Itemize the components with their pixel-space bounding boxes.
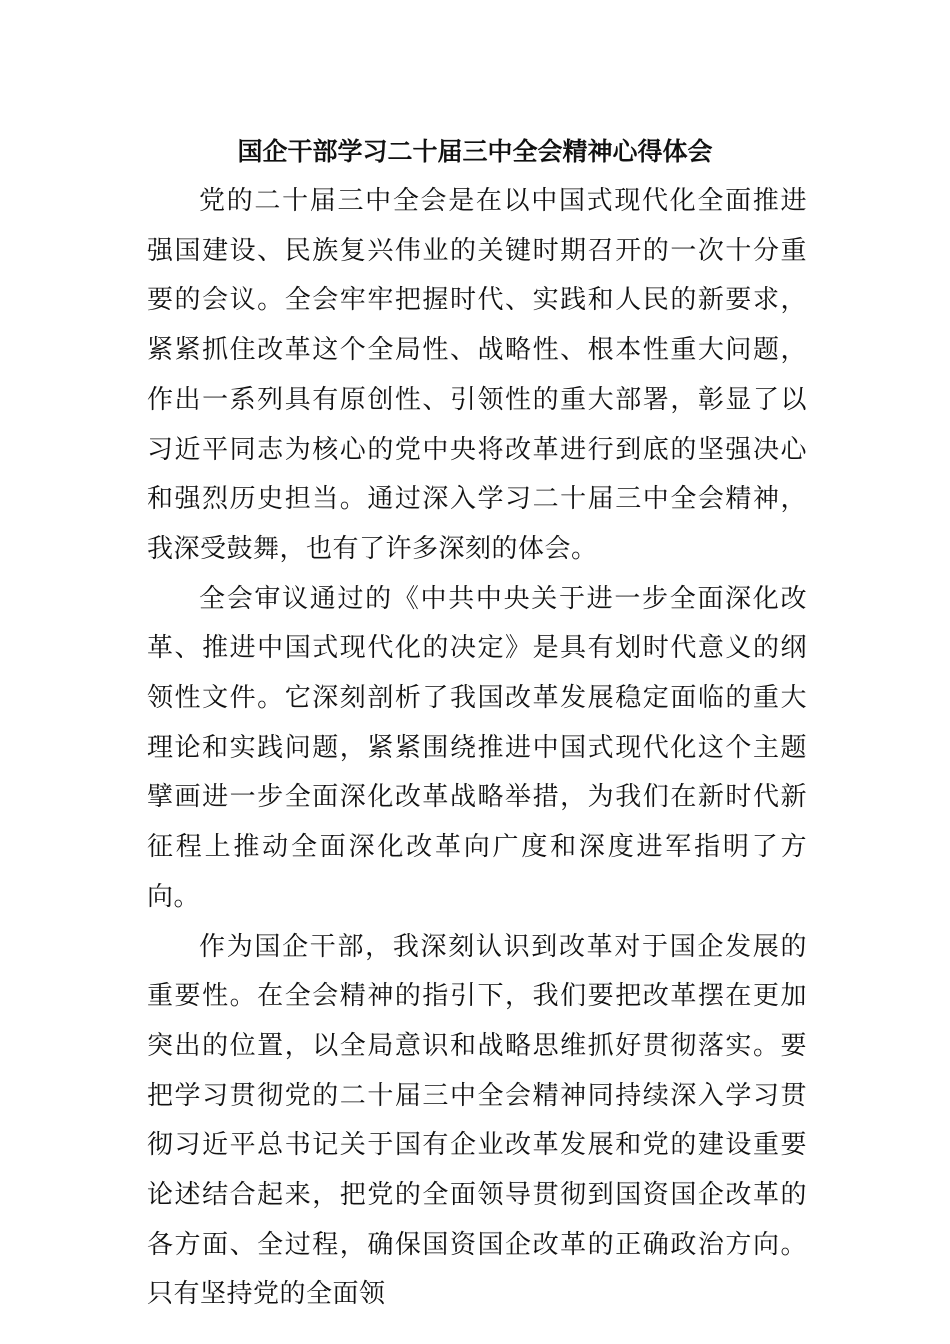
paragraph-2: 全会审议通过的《中共中央关于进一步全面深化改革、推进中国式现代化的决定》是具有划时代意义的纲领性文件。它深刻剖析了我国改革发展稳定面临的重大理论和实践问题，紧紧围绕推进中国式现代化这个主题擘画进一步全面深化改革战略举措，为我们在新时代新征程上推动全面深化改革向广度和深度进军指明了方向。 (147, 583, 807, 912)
paragraph-3: 作为国企干部，我深刻认识到改革对于国企发展的重要性。在全会精神的指引下，我们要把改革摆在更加突出的位置，以全局意识和战略思维抓好贯彻落实。要把学习贯彻党的二十届三中全会精神同持续深入学习贯彻习近平总书记关于国有企业改革发展和党的建设重要论述结合起来，把党的全面领导贯彻到国资国企改革的各方面、全过程，确保国资国企改革的正确政治方向。只有坚持党的全面领 (147, 931, 807, 1310)
document-title: 国企干部学习二十届三中全会精神心得体会 (237, 137, 713, 166)
paragraph-1: 党的二十届三中全会是在以中国式现代化全面推进强国建设、民族复兴伟业的关键时期召开的一次十分重要的会议。全会牢牢把握时代、实践和人民的新要求，紧紧抓住改革这个全局性、战略性、根本性重大问题，作出一系列具有原创性、引领性的重大部署，彰显了以习近平同志为核心的党中央将改革进行到底的坚强决心和强烈历史担当。通过深入学习二十届三中全会精神，我深受鼓舞，也有了许多深刻的体会。 (147, 186, 807, 564)
document-body (147, 177, 807, 1320)
